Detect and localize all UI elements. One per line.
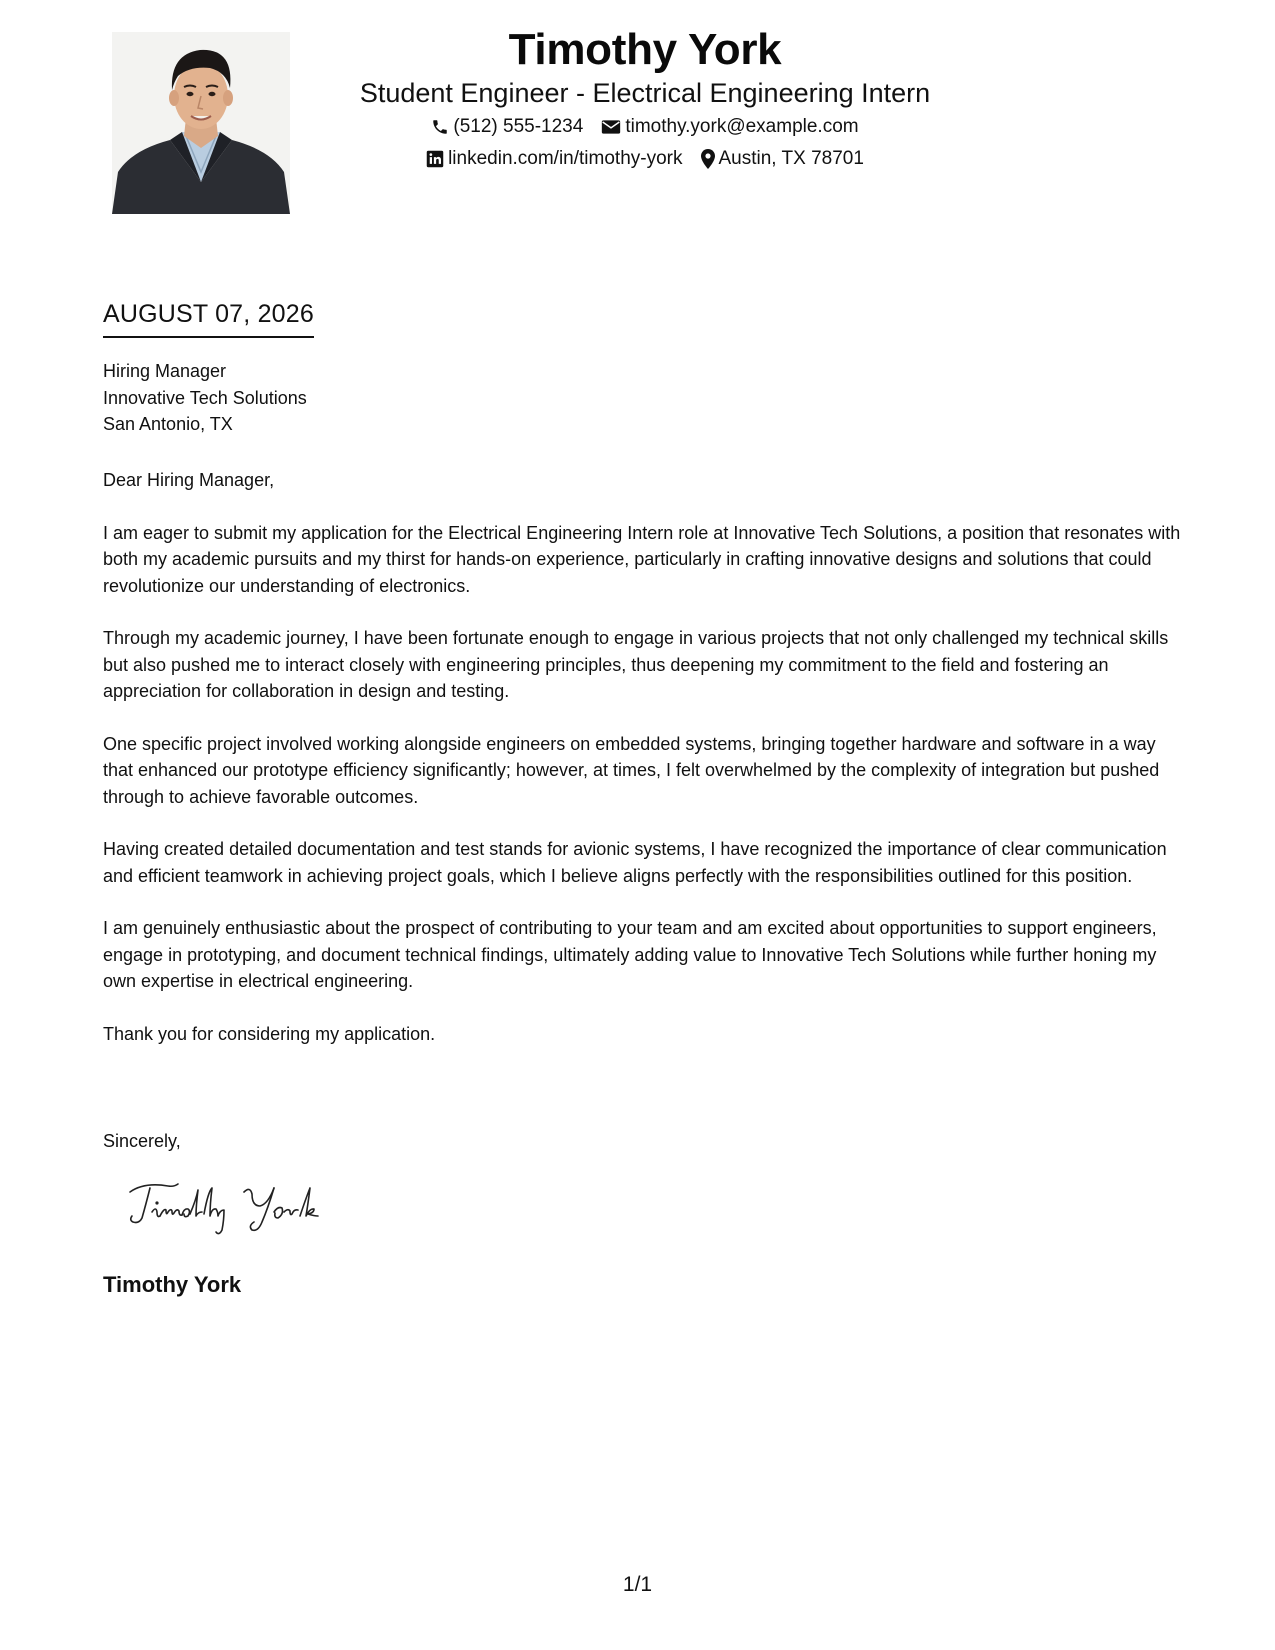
applicant-name: Timothy York: [508, 25, 782, 74]
contact-row-1: [300, 113, 990, 141]
portrait-image: [112, 32, 290, 214]
recipient-location: San Antonio, TX: [103, 414, 233, 434]
signed-name: Timothy York: [103, 1272, 242, 1297]
phone-text: (512) 555-1234: [453, 116, 584, 137]
recipient-company: Innovative Tech Solutions: [103, 387, 307, 408]
body-paragraph: One specific project involved working alongside engineers on embedded systems, bringing together hardware and software in a way that enhanced our prototype efficiency significantly; however, at times, I felt overwhelmed by the complexity of integration but pushed through to achieve favorable outcomes.: [103, 733, 1160, 807]
contact-phone[interactable]: [431, 113, 583, 141]
contact-email[interactable]: [601, 113, 858, 141]
letter-date: AUGUST 07, 2026: [103, 297, 314, 338]
date-block: [103, 297, 314, 338]
body-paragraph: Having created detailed documentation and test stands for avionic systems, I have recognized the importance of clear communication and efficient teamwork in achieving project goals, which I believe aligns perfectly with the responsibilities outlined for this position.: [103, 839, 1167, 886]
greeting: Dear Hiring Manager,: [103, 470, 275, 490]
body-paragraph: Through my academic journey, I have been fortunate enough to engage in various projects that not only challenged my technical skills but also pushed me to interact closely with engineering principles, thus deepening my commitment to the field and fostering an appreciation for collaboration in design and testing.: [103, 628, 1169, 701]
letter-body: [103, 467, 1183, 1073]
thank-you-line: Thank you for considering my application.: [103, 1023, 436, 1044]
phone-icon: [431, 118, 449, 136]
contact-row-2: [300, 145, 990, 173]
applicant-role: Student Engineer - Electrical Engineering Intern: [359, 78, 931, 108]
map-pin-icon: [701, 149, 715, 169]
body-paragraph: I am genuinely enthusiastic about the prospect of contributing to your team and am excited about opportunities to support engineers, engage in prototyping, and document technical findings, ultimately adding value to Innovative Tech Solutions while further honing my own expertise in electrical engineering.: [103, 918, 1157, 991]
contact-location: [701, 145, 864, 173]
email-text: timothy.york@example.com: [625, 116, 859, 137]
letter-header: [300, 22, 990, 173]
envelope-icon: [601, 119, 621, 135]
location-text: Austin, TX 78701: [718, 148, 864, 169]
signature-drawing: [124, 1178, 354, 1238]
linkedin-text: linkedin.com/in/timothy-york: [448, 148, 683, 169]
handwritten-signature: [124, 1178, 354, 1243]
recipient-block: [103, 358, 307, 438]
body-paragraph: I am eager to submit my application for the Electrical Engineering Intern role at Innovative Tech Solutions, a position that resonates with both my academic pursuits and my thirst for hands-on experience, particularly in crafting innovative designs and solutions that could revolutionize our understanding of electronics.: [103, 522, 1181, 596]
linkedin-icon: [426, 150, 444, 168]
recipient-title: Hiring Manager: [103, 361, 227, 381]
page-number: 1/1: [622, 1573, 653, 1596]
contact-linkedin[interactable]: [426, 145, 682, 173]
profile-photo: [112, 32, 290, 214]
closing: Sincerely,: [103, 1131, 181, 1151]
